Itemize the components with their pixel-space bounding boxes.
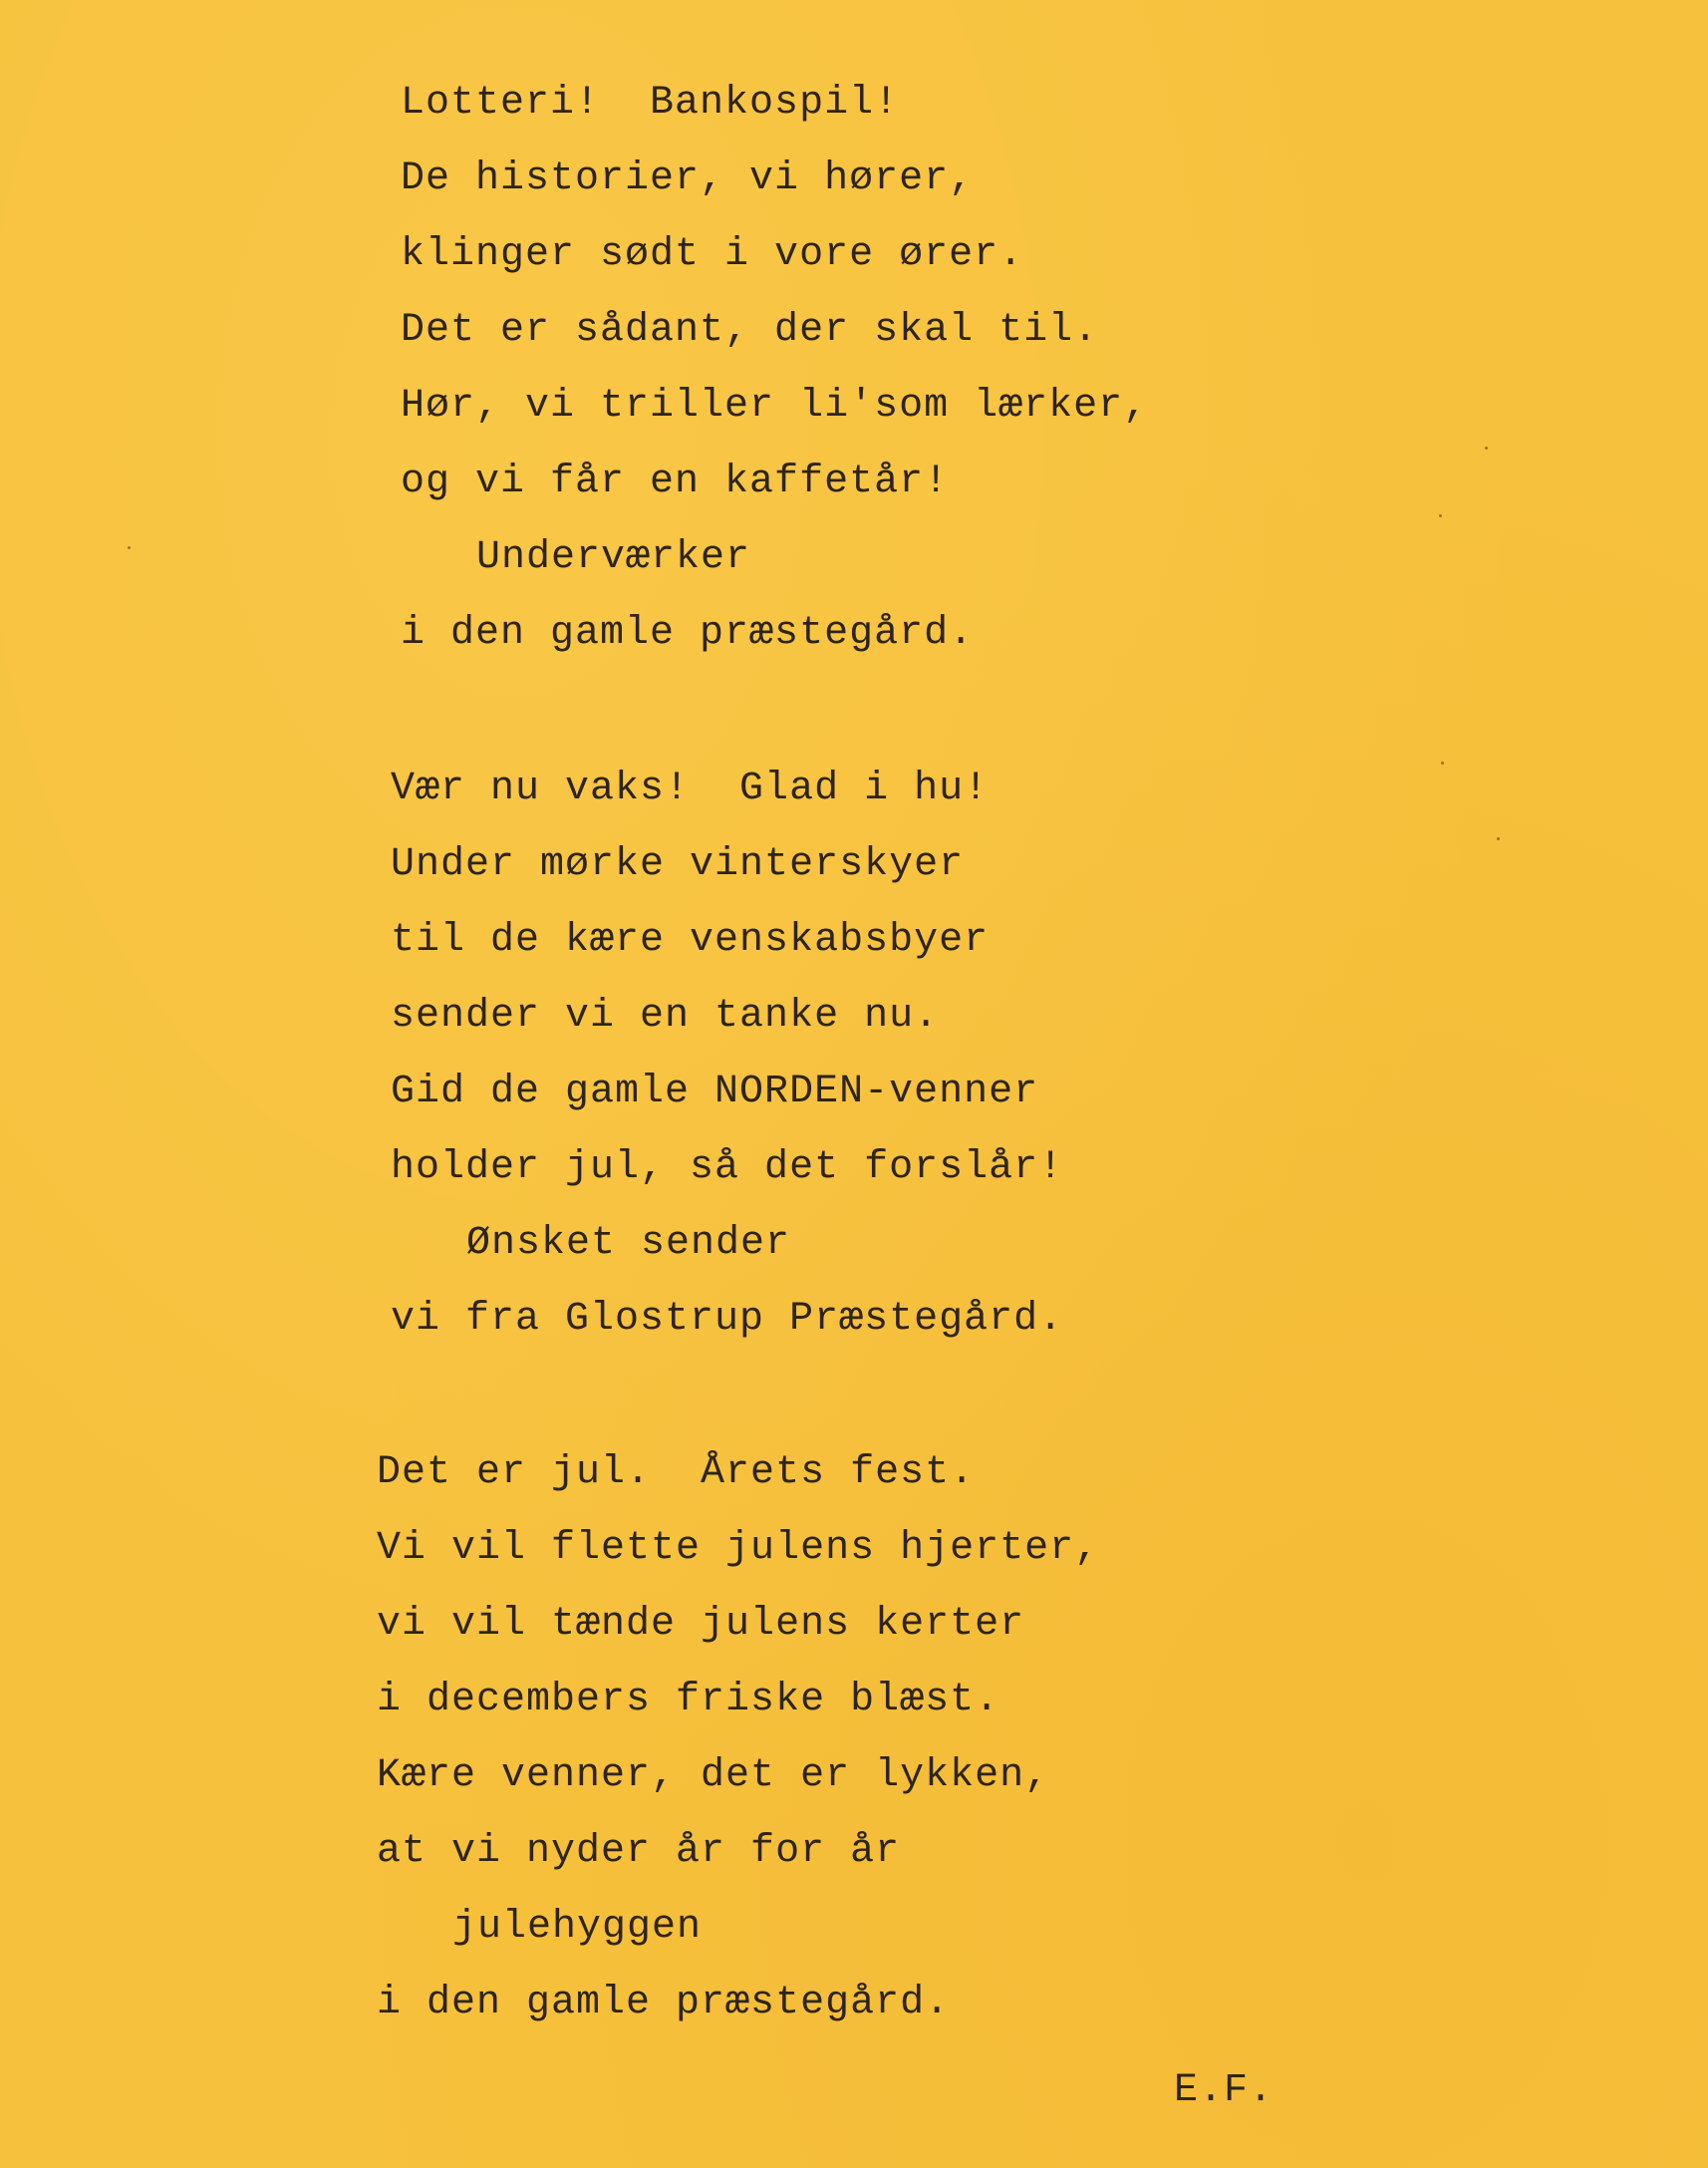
signature-initials: E.F. — [1174, 2068, 1275, 2113]
poem-line: sender vi en tanke nu. — [391, 994, 940, 1039]
poem-line: at vi nyder år for år — [377, 1829, 901, 1874]
poem-line: Vi vil flette julens hjerter, — [377, 1526, 1100, 1571]
poem-line: Vær nu vaks! Glad i hu! — [391, 767, 990, 811]
poem-line: Det er sådant, der skal til. — [401, 308, 1099, 353]
paper-speck — [128, 546, 131, 549]
stanza-2 — [391, 752, 1063, 1358]
poem-line: i den gamle præstegård. — [401, 611, 975, 656]
paper-speck — [1441, 762, 1444, 765]
poem-line: vi fra Glostrup Præstegård. — [391, 1297, 1064, 1342]
poem-line: vi vil tænde julens kerter — [377, 1602, 1025, 1647]
paper-speck — [1439, 514, 1442, 517]
poem-line: og vi får en kaffetår! — [401, 460, 950, 504]
poem-line: Kære venner, det er lykken, — [377, 1753, 1050, 1798]
stanza-1 — [401, 66, 1148, 672]
paper-speck — [1485, 447, 1488, 450]
poem-line-indented: Ønsket sender — [466, 1221, 791, 1266]
paper-speck — [1497, 837, 1500, 840]
stanza-3 — [377, 1435, 1099, 2041]
poem-line: i decembers friske blæst. — [377, 1678, 1000, 1722]
poem-line: De historier, vi hører, — [401, 156, 975, 201]
poem-line: holder jul, så det forslår! — [391, 1145, 1064, 1190]
poem-line: Lotteri! Bankospil! — [401, 81, 900, 126]
poem-line: Hør, vi triller li'som lærker, — [401, 384, 1149, 429]
poem-line-indented: Underværker — [476, 535, 751, 580]
poem-line: klinger sødt i vore ører. — [401, 232, 1024, 277]
poem-line: i den gamle præstegård. — [377, 1981, 951, 2025]
poem-line: Under mørke vinterskyer — [391, 842, 965, 887]
poem-line: til de kære venskabsbyer — [391, 918, 990, 963]
poem-line-indented: julehyggen — [452, 1905, 703, 1950]
poem-line: Gid de gamle NORDEN-venner — [391, 1070, 1039, 1114]
poem-line: Det er jul. Årets fest. — [377, 1450, 976, 1495]
